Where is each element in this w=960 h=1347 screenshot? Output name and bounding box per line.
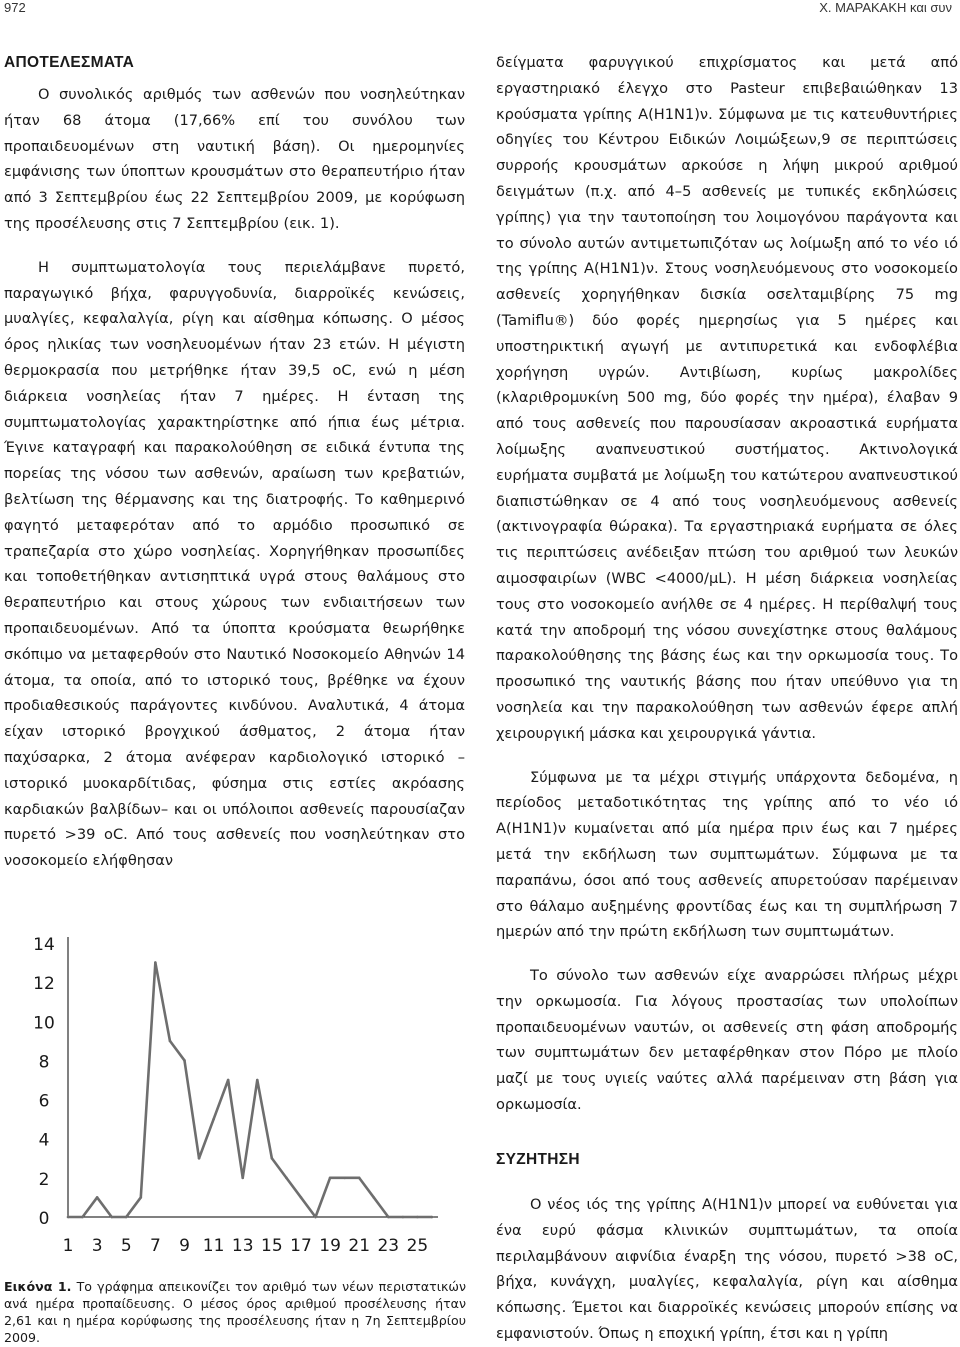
results-paragraph-3: δείγματα φαρυγγικού επιχρίσματος και μετά από εργαστηριακό έλεγχο στο Pasteur επιβεβαιώθηκαν 13 κρούσματα γρίπης Α(Η1Ν1)ν. Σύμφωνα με τις κατευθυντήριες οδηγίες του Κέντρου Ειδικών Λοιμώξεων,9 σε περιπτώσεις συρροής κρουσμάτων αρκούσε η λήψη μικρού αριθμού δειγμάτων (π.χ. από 4–5 ασθενείς με τυπικές εκδηλώσεις γρίπης) για την ταυτοποίηση του λοιμογόνου παράγοντα και το σύνολο αυτών αντιμετωπιζόταν ως λοίμωξη από το νέο ιό της γρίπης Α(Η1Ν1)ν. Στους νοσηλευόμενους στο νοσοκομείο ασθενείς χορηγήθηκαν δισκία οσελταμιβίρης 75 mg (Tamiflu®) δύο φορές ημερησίως για 5 ημέρες και υποστηρικτική αγωγή με αντιπυρετικά και ενδοφλέβια χορήγηση υγρών. Αντιβίωση, κυρίως μακρολίδες (κλαριθρομυκίνη 500 mg, δύο φορές την ημέρα), έλαβαν 9 από τους ασθενείς που παρουσίασαν ακροαστικά ευρήματα λοίμωξης αναπνευστικού συστήματος. Ακτινολογικά ευρήματα συμβατά με λοίμωξη του κατώτερου αναπνευστικού διαπιστώθηκαν σε 4 από τους νοσηλευόμενους ασθενείς (ακτινογραφία θώρακα). Τα εργαστηριακά ευρήματα σε όλες τις περιπτώσεις ανέδειξαν πτώση του αριθμού των λευκών αιμοσφαιρίων (WBC <4000/μL). Η μέση διάρκεια νοσηλείας τους στο νοσοκομείο ανήλθε σε 4 ημέρες. Η περίθαλψή τους κατά την αποδρομή της νόσου συνεχίστηκε στους θαλάμους παρακολούθησης της βάσης έως και την ορκωμοσία τους. Το προσωπικό της ναυτικής βάσης που ήταν υπεύθυνο για τη νοσηλεία και την παρακολούθηση των ασθενών έφερε απλή χειρουργική μάσκα και χειρουργικά γάντια. <box>496 54 958 742</box>
data-point <box>372 1196 375 1199</box>
data-point <box>431 1216 434 1219</box>
data-point <box>358 1177 361 1180</box>
x-tick-label: 5 <box>120 1236 132 1256</box>
results-paragraph-1: Ο συνολικός αριθμός των ασθενών που νοσηλεύτηκαν ήταν 68 άτομα (17,66% επί του συνόλου των προπαιδευομένων στη ναυτική βάση). Οι ημερομηνίες εμφάνισης των ύποπτων κρουσμάτων στο θεραπευτήριο ήταν από 3 Σεπτεμβρίου έως 22 Σεπτεμβρίου 2009, με κορύφωση της προσέλευσης στις 7 Σεπτεμβρίου (εικ. 1). <box>4 86 465 232</box>
data-point <box>271 1157 274 1160</box>
y-tick-label: 8 <box>38 1052 50 1073</box>
y-tick-label: 14 <box>33 935 55 955</box>
data-point <box>67 1216 70 1219</box>
x-tick-label: 15 <box>261 1236 283 1256</box>
data-point <box>387 1216 390 1219</box>
x-tick-label: 9 <box>179 1236 190 1256</box>
left-column <box>4 82 465 874</box>
data-point <box>154 961 157 964</box>
data-point <box>183 1059 186 1062</box>
data-point <box>329 1177 332 1180</box>
x-tick-label: 13 <box>231 1236 254 1256</box>
discussion-text <box>496 1192 958 1347</box>
caption-label: Εικόνα 1. <box>4 1279 72 1294</box>
x-tick-label: 1 <box>62 1236 74 1256</box>
data-point <box>140 1196 143 1199</box>
data-point <box>169 1040 172 1043</box>
y-tick-label: 2 <box>38 1169 50 1190</box>
data-point <box>402 1216 405 1219</box>
data-point <box>256 1079 259 1082</box>
x-tick-label: 23 <box>377 1236 400 1256</box>
discussion-paragraph-1: Ο νέος ιός της γρίπης Α(Η1Ν1)ν μπορεί να ευθύνεται για ένα ευρύ φάσμα κλινικών συμπτωμάτων, τα οποία περιλαμβάνουν αιφνίδια έναρξη της νόσου, πυρετό >38 οC, βήχα, κυνάγχη, μυαλγίες, κεφαλαλγία, ρίγη και αίσθημα κόπωσης. Έμετοι και διαρροϊκές κενώσεις μπορούν επίσης να εμφανιστούν. Όπως η εποχική γρίπη, έτσι και η γρίπη <box>496 1196 958 1342</box>
data-point <box>212 1118 215 1121</box>
results-paragraph-5: Το σύνολο των ασθενών είχε αναρρώσει πλήρως μέχρι την ορκωμοσία. Για λόγους προστασίας των υπολοίπων προπαιδευομένων ναυτών, οι ασθενείς στη φάση αποδρομής των συμπτωμάτων δεν μεταφέρθηκαν στον Πόρο με πλοίο μαζί με τους υγιείς ναύτες αλλά παρέμειναν στη βάση για ορκωμοσία. <box>496 967 958 1114</box>
y-tick-label: 10 <box>33 1013 55 1034</box>
running-title: Χ. ΜΑΡΑΚΑΚΗ και συν <box>819 0 952 15</box>
data-point <box>81 1216 84 1219</box>
data-point <box>300 1196 303 1199</box>
data-point <box>198 1157 201 1160</box>
data-point <box>110 1216 113 1219</box>
data-point <box>227 1079 230 1082</box>
y-tick-label: 12 <box>33 974 55 995</box>
right-column <box>496 50 958 1118</box>
y-tick-label: 0 <box>38 1209 50 1229</box>
data-point <box>241 1177 244 1180</box>
x-tick-label: 7 <box>149 1236 161 1256</box>
x-tick-label: 3 <box>91 1236 103 1256</box>
discussion-heading: ΣΥΖΗΤΗΣΗ <box>496 1151 580 1168</box>
x-tick-label: 21 <box>348 1236 371 1256</box>
figure-caption <box>4 1278 466 1346</box>
results-heading: ΑΠΟΤΕΛΕΣΜΑΤΑ <box>4 54 135 71</box>
data-point <box>416 1216 419 1219</box>
x-tick-label: 11 <box>202 1236 225 1256</box>
data-point <box>125 1216 128 1219</box>
page-number: 972 <box>4 0 26 15</box>
data-point <box>343 1177 346 1180</box>
y-tick-label: 4 <box>38 1130 50 1151</box>
results-paragraph-4: Σύμφωνα με τα μέχρι στιγμής υπάρχοντα δεδομένα, η περίοδος μεταδοτικότητας της γρίπης από το νέο ιό Α(Η1Ν1)ν κυμαίνεται από μία ημέρα πριν έως και 7 ημέρες μετά την εκδήλωση των συμπτωμάτων. Σύμφωνα με τα παραπάνω, όσοι από τους ασθενείς απυρετούσαν παρέμειναν στο θάλαμο αυξημένης φροντίδας έως και τη συμπλήρωση 7 ημερών από την πρώτη εκδήλωση των συμπτωμάτων. <box>496 768 958 941</box>
x-tick-label: 25 <box>406 1236 429 1256</box>
x-tick-label: 17 <box>290 1236 312 1256</box>
series-line <box>68 963 432 1217</box>
y-tick-label: 6 <box>38 1091 50 1112</box>
x-tick-label: 19 <box>319 1236 341 1256</box>
data-point <box>96 1196 99 1199</box>
results-paragraph-2: Η συμπτωματολογία τους περιελάμβανε πυρετό, παραγωγικό βήχα, φαρυγγοδυνία, διαρροϊκές κενώσεις, μυαλγίες, κεφαλαλγία, ρίγη και αίσθημα κόπωσης. Ο μέσος όρος ηλικίας των νοσηλευομένων ήταν 23 ετών. Η μέγιστη θερμοκρασία που μετρήθηκε ήταν 39,5 οC, ενώ η μέση διάρκεια νοσηλείας ήταν 7 ημέρες. Η ένταση της συμπτωματολογίας χαρακτηρίστηκε από ήπια έως μέτρια. Έγινε καταγραφή και παρακολούθηση σε ειδικά έντυπα της πορείας της νόσου των ασθενών, αραίωση των κρεβατιών, βελτίωση της θέρμανσης και της διατροφής. Το καθημερινό φαγητό μεταφερόταν από το αρμόδιο προσωπικό σε τραπεζαρία στο χώρο νοσηλείας. Χορηγήθηκαν προσωπίδες και τοποθετήθηκαν αντισηπτικά υγρά στους θαλάμους στο θεραπευτήριο και στους χώρους των ενδιαιτήσεων των προπαιδευομένων. Από τα ύποπτα κρούσματα θεωρήθηκε σκόπιμο να μεταφερθούν στο Ναυτικό Νοσοκομείο Αθηνών 14 άτομα, τα οποία, από το ιστορικό τους, βρέθηκε να έχουν προδιαθεσικούς παράγοντες κινδύνου. Αναλυτικά, 4 άτομα είχαν ιστορικό βρογχικού άσθματος, 2 άτομα ήταν παχύσαρκα, 2 άτομα ανέφεραν καρδιολογικό ιστορικό –ιστορικό μυοκαρδίτιδας, φύσημα στις εστίες ακρόασης καρδιακών βαλβίδων– και οι υπόλοιποι ασθενείς παρουσίαζαν πυρετό >39 οC. Από τους ασθενείς που νοσηλεύτηκαν στο νοσοκομείο ελήφθησαν <box>4 258 465 870</box>
data-point <box>314 1216 317 1219</box>
caption-text: Το γράφημα απεικονίζει τον αριθμό των νέων περιστατικών ανά ημέρα προπαίδευσης. Ο μέσος όρος αριθμού προσέλευσης ήταν 2,61 και η ημέρα κορύφωσης της προσέλευσης ήταν η 7η Σεπτεμβρίου 2009. <box>4 1279 467 1345</box>
cases-per-day-chart <box>0 905 470 1275</box>
data-point <box>285 1177 288 1180</box>
